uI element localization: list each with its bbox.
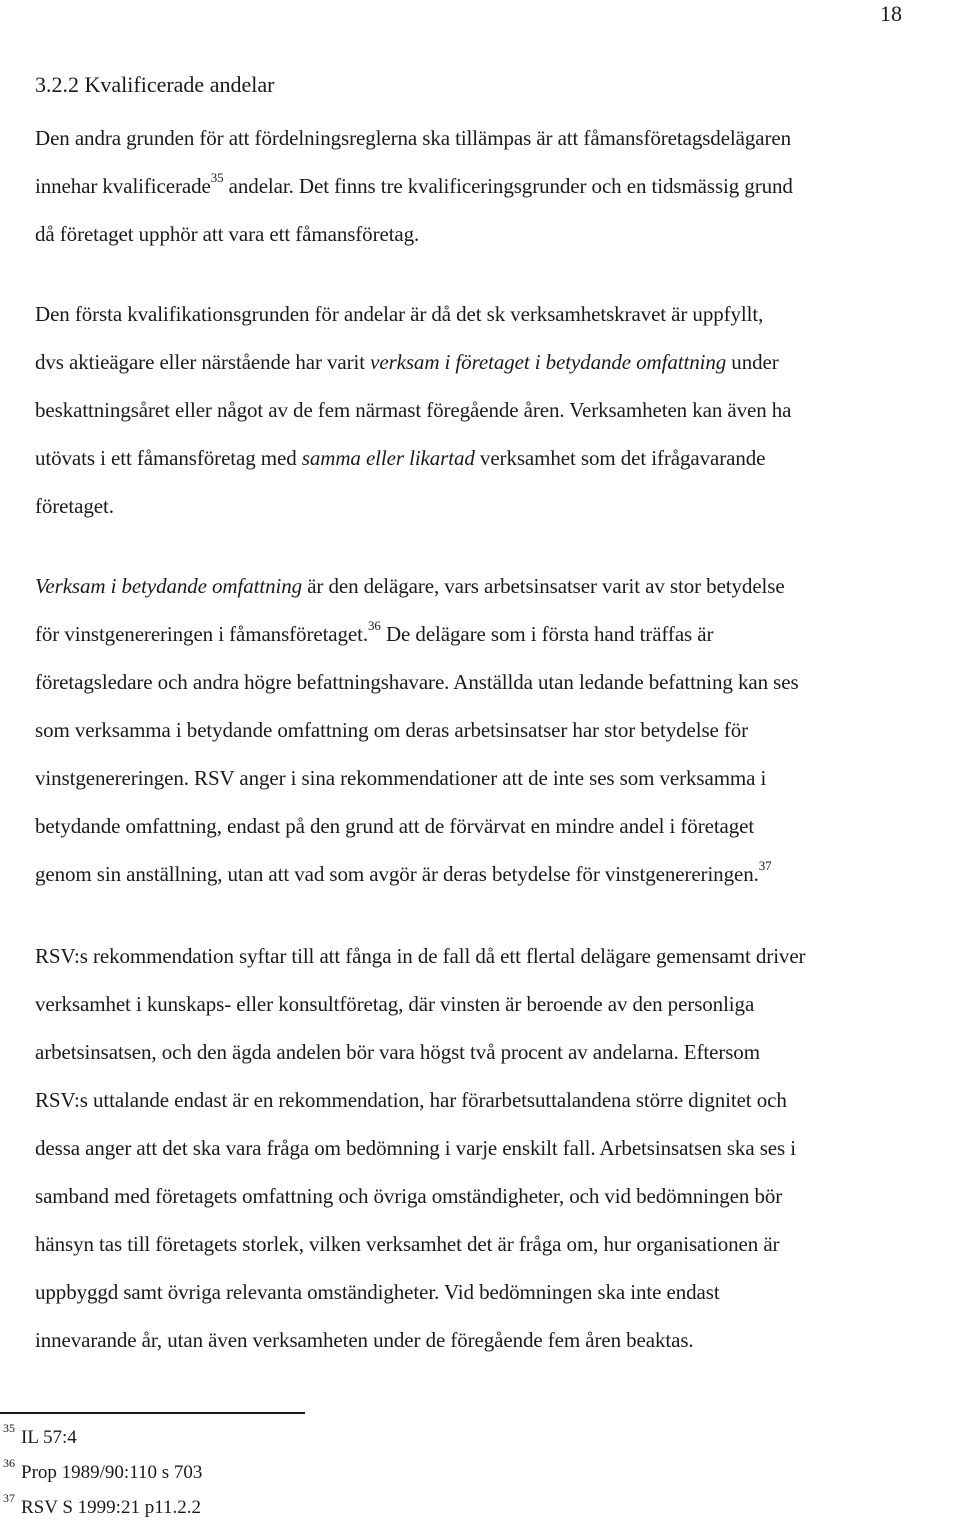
text-line [35, 562, 957, 610]
text-line: vinstgenereringen. RSV anger i sina rekommendationer att de inte ses som verksamma i [35, 766, 767, 790]
footnote-36 [3, 1455, 202, 1490]
text-span: utövats i ett fåmansföretag med [35, 446, 302, 470]
footnote-37 [3, 1490, 202, 1525]
footnote-text: Prop 1989/90:110 s 703 [21, 1462, 203, 1483]
text-span: under [726, 350, 779, 374]
text-line [35, 850, 957, 898]
text-span: De delägare som i första hand träffas är [380, 622, 714, 646]
emphasis-text: verksam i företaget i betydande omfattning [370, 350, 727, 374]
text-line: samband med företagets omfattning och övriga omständigheter, och vid bedömningen bör [35, 1184, 783, 1208]
text-line [35, 338, 957, 386]
text-line: Den första kvalifikationsgrunden för andelar är då det sk verksamhetskravet är uppfyllt, [35, 302, 764, 326]
footnote-ref-37[interactable]: 37 [758, 858, 772, 873]
text-line [35, 434, 957, 482]
footnote-number: 36 [3, 1455, 15, 1470]
paragraph-1 [35, 114, 957, 258]
footnote-number: 35 [3, 1420, 15, 1435]
text-line: uppbyggd samt övriga relevanta omständigheter. Vid bedömningen ska inte endast [35, 1280, 720, 1304]
text-line: då företaget upphör att vara ett fåmansföretag. [35, 222, 420, 246]
text-line: beskattningsåret eller något av de fem närmast föregående åren. Verksamheten kan även ha [35, 398, 792, 422]
footnote-35 [3, 1420, 202, 1455]
text-line [35, 162, 957, 210]
paragraph-3 [35, 562, 957, 898]
text-line: hänsyn tas till företagets storlek, vilken verksamhet det är fråga om, hur organisationen är [35, 1232, 780, 1256]
section-heading: 3.2.2 Kvalificerade andelar [35, 72, 275, 97]
text-line: Den andra grunden för att fördelningsreglerna ska tillämpas är att fåmansföretagsdelägaren [35, 126, 792, 150]
footnote-divider [0, 1412, 305, 1414]
footnotes [3, 1420, 202, 1525]
text-line: innevarande år, utan även verksamheten under de föregående fem åren beaktas. [35, 1328, 694, 1352]
footnote-ref-35[interactable]: 35 [210, 170, 224, 185]
emphasis-text: Verksam i betydande omfattning [35, 574, 303, 598]
text-line: som verksamma i betydande omfattning om deras arbetsinsatser har stor betydelse för [35, 718, 749, 742]
footnote-ref-36[interactable]: 36 [368, 618, 381, 633]
text-line: företagsledare och andra högre befattningshavare. Anställda utan ledande befattning kan ses [35, 670, 799, 694]
text-line: betydande omfattning, endast på den grund att de förvärvat en mindre andel i företaget [35, 814, 755, 838]
paragraph-4 [35, 932, 957, 1364]
text-span: är den delägare, vars arbetsinsatser varit av stor betydelse [302, 574, 785, 598]
footnote-text: IL 57:4 [21, 1427, 77, 1448]
text-line: arbetsinsatsen, och den ägda andelen bör vara högst två procent av andelarna. Eftersom [35, 1040, 760, 1064]
text-line [35, 610, 957, 658]
page-number: 18 [880, 1, 902, 26]
emphasis-text: samma eller likartad [301, 446, 475, 470]
paragraph-2 [35, 290, 957, 530]
text-span: innehar kvalificerade [35, 174, 211, 198]
text-line: RSV:s uttalande endast är en rekommendation, har förarbetsuttalandena större dignitet och [35, 1088, 787, 1112]
text-span: verksamhet som det ifrågavarande [474, 446, 766, 470]
text-line: dessa anger att det ska vara fråga om bedömning i varje enskilt fall. Arbetsinsatsen ska ses i [35, 1136, 796, 1160]
text-line: verksamhet i kunskaps- eller konsultföretag, där vinsten är beroende av den personliga [35, 992, 755, 1016]
footnote-number: 37 [3, 1490, 15, 1505]
text-span: för vinstgenereringen i fåmansföretaget. [35, 622, 369, 646]
text-line: RSV:s rekommendation syftar till att fånga in de fall då ett flertal delägare gemensamt driver [35, 944, 806, 968]
footnote-text: RSV S 1999:21 p11.2.2 [21, 1497, 202, 1518]
text-span: genom sin anställning, utan att vad som avgör är deras betydelse för vinstgenereringen. [35, 862, 759, 886]
text-span: dvs aktieägare eller närstående har varit [35, 350, 371, 374]
text-line: företaget. [35, 494, 114, 518]
text-span: andelar. Det finns tre kvalificeringsgrunder och en tidsmässig grund [223, 174, 793, 198]
